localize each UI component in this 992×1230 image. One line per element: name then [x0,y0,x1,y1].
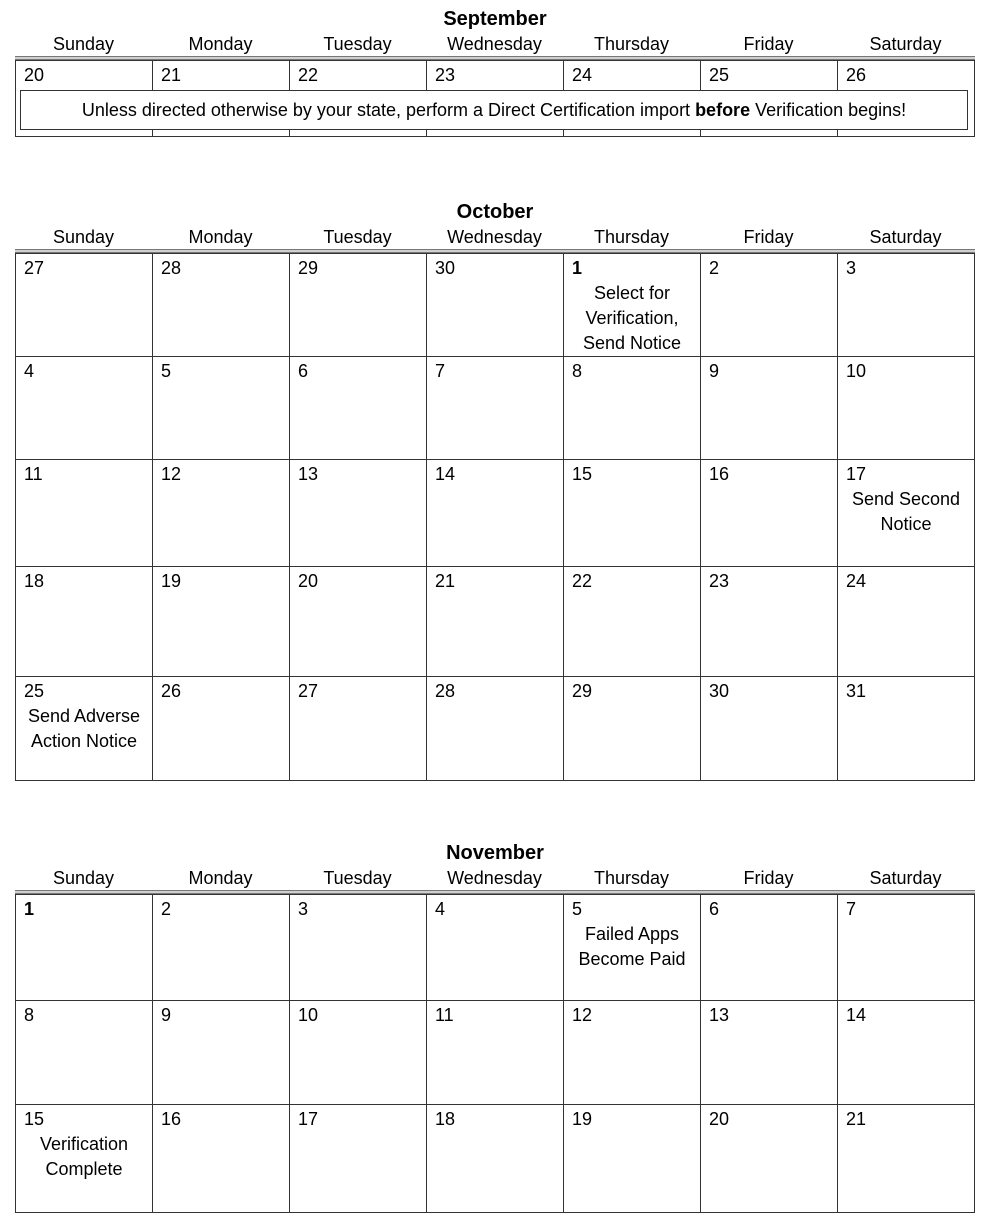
day-cell [838,254,975,357]
day-number: 24 [846,571,867,591]
weekday-label: Friday [743,868,794,888]
day-number: 8 [24,1005,35,1025]
day-number: 22 [298,65,319,85]
day-number: 25 [24,681,45,701]
day-cell [153,677,290,781]
weekday-label: Sunday [52,227,115,247]
day-number: 19 [161,571,182,591]
day-number: 29 [572,681,593,701]
day-cell [290,460,427,567]
day-cell [290,1001,427,1105]
day-cell [16,677,153,781]
day-cell [838,895,975,1001]
day-number: 12 [161,464,182,484]
day-number: 21 [846,1109,867,1129]
day-cell [16,1105,153,1213]
weekday-label: Monday [188,868,253,888]
day-cell [838,357,975,460]
weekday-label: Monday [188,227,253,247]
day-cell [701,357,838,460]
day-number: 14 [435,464,456,484]
day-cell [16,567,153,677]
day-cell [701,1105,838,1213]
day-cell [16,357,153,460]
day-number: 1 [24,899,35,919]
day-number: 9 [161,1005,172,1025]
day-cell [838,1105,975,1213]
banner-text: Verification begins! [750,100,907,120]
day-number: 25 [709,65,730,85]
weekday-label: Thursday [593,868,670,888]
day-number: 18 [24,571,45,591]
weekday-label: Saturday [869,34,942,54]
direct-certification-banner [20,90,968,130]
day-number: 23 [709,571,730,591]
day-cell [427,567,564,677]
weekday-header [15,225,975,249]
weekday-label: Wednesday [447,227,542,247]
day-cell [16,895,153,1001]
day-cell [153,460,290,567]
day-number: 8 [572,361,583,381]
weekday-header [15,866,975,890]
month-title: October [456,201,534,223]
day-cell [701,1001,838,1105]
day-cell [701,254,838,357]
day-number: 7 [846,899,857,919]
day-cell [701,567,838,677]
day-number: 11 [24,464,43,484]
weekday-header [15,32,975,56]
day-cell [153,254,290,357]
day-cell [427,895,564,1001]
day-cell [838,460,975,567]
day-number: 1 [572,258,583,278]
day-number: 17 [846,464,867,484]
day-number: 11 [435,1005,454,1025]
day-number: 22 [572,571,593,591]
day-cell [564,567,701,677]
day-number: 21 [161,65,182,85]
day-cell [564,357,701,460]
day-number: 28 [161,258,182,278]
day-number: 16 [709,464,730,484]
day-cell [564,1105,701,1213]
weekday-label: Wednesday [447,34,542,54]
day-number: 15 [572,464,593,484]
day-number: 14 [846,1005,867,1025]
weekday-label: Friday [743,227,794,247]
day-cell [290,567,427,677]
month-title: September [443,8,547,30]
weekday-label: Tuesday [323,227,392,247]
weekday-label: Tuesday [323,868,392,888]
day-cell [838,677,975,781]
november-grid [15,894,975,1213]
day-number: 7 [435,361,446,381]
weekday-label: Saturday [869,227,942,247]
day-cell [427,677,564,781]
day-cell [427,357,564,460]
day-cell [427,460,564,567]
day-number: 4 [435,899,446,919]
day-number: 5 [161,361,172,381]
day-cell [564,460,701,567]
day-number: 20 [298,571,319,591]
event-note: Send Adverse Action Notice [27,706,141,751]
day-number: 3 [846,258,857,278]
day-number: 19 [572,1109,593,1129]
day-number: 23 [435,65,456,85]
weekday-label: Tuesday [323,34,392,54]
day-number: 9 [709,361,720,381]
banner-text: Unless directed otherwise by your state, perform a Direct Certification import [81,100,696,120]
day-cell [290,895,427,1001]
day-number: 24 [572,65,593,85]
day-number: 30 [709,681,730,701]
day-number: 27 [298,681,319,701]
day-number: 13 [298,464,319,484]
day-number: 20 [24,65,45,85]
october-calendar [15,199,975,781]
weekday-label: Monday [188,34,253,54]
day-number: 28 [435,681,456,701]
day-number: 20 [709,1109,730,1129]
day-number: 13 [709,1005,730,1025]
day-cell [16,1001,153,1105]
day-cell [701,460,838,567]
month-title: November [446,842,544,864]
day-cell [290,677,427,781]
day-cell [838,1001,975,1105]
day-number: 18 [435,1109,456,1129]
day-number: 10 [846,361,867,381]
day-cell [153,1001,290,1105]
day-cell [16,460,153,567]
day-number: 29 [298,258,319,278]
weekday-label: Wednesday [447,868,542,888]
day-number: 6 [298,361,309,381]
september-calendar [15,6,975,137]
day-cell [701,677,838,781]
day-number: 26 [846,65,867,85]
day-number: 5 [572,899,583,919]
day-cell [290,254,427,357]
day-number: 17 [298,1109,319,1129]
banner-bold-text: before [695,100,751,120]
day-cell [564,254,701,357]
day-cell [564,895,701,1001]
november-calendar [15,840,975,1213]
day-cell [427,1105,564,1213]
day-number: 30 [435,258,456,278]
day-number: 21 [435,571,456,591]
day-cell [290,1105,427,1213]
weekday-label: Sunday [52,868,115,888]
september-week [15,60,975,137]
day-cell [427,254,564,357]
day-cell [153,895,290,1001]
day-number: 27 [24,258,45,278]
event-note: Select for Verification, Send Notice [582,283,682,353]
day-number: 10 [298,1005,319,1025]
day-cell [564,1001,701,1105]
day-cell [701,895,838,1001]
day-number: 4 [24,361,35,381]
day-number: 2 [161,899,172,919]
day-number: 26 [161,681,182,701]
day-cell [838,567,975,677]
day-number: 15 [24,1109,45,1129]
weekday-label: Sunday [52,34,115,54]
day-number: 31 [846,681,867,701]
weekday-label: Friday [743,34,794,54]
day-cell [153,357,290,460]
event-note: Failed Apps Become Paid [578,924,686,969]
event-note: Verification Complete [39,1134,129,1179]
day-number: 2 [709,258,720,278]
day-number: 16 [161,1109,182,1129]
day-number: 6 [709,899,720,919]
weekday-label: Saturday [869,868,942,888]
day-number: 12 [572,1005,593,1025]
day-cell [564,677,701,781]
day-cell [16,254,153,357]
weekday-label: Thursday [593,227,670,247]
event-note: Send Second Notice [851,489,961,534]
weekday-label: Thursday [593,34,670,54]
day-cell [153,1105,290,1213]
day-cell [153,567,290,677]
day-cell [427,1001,564,1105]
october-grid [15,253,975,781]
day-number: 3 [298,899,309,919]
day-cell [290,357,427,460]
